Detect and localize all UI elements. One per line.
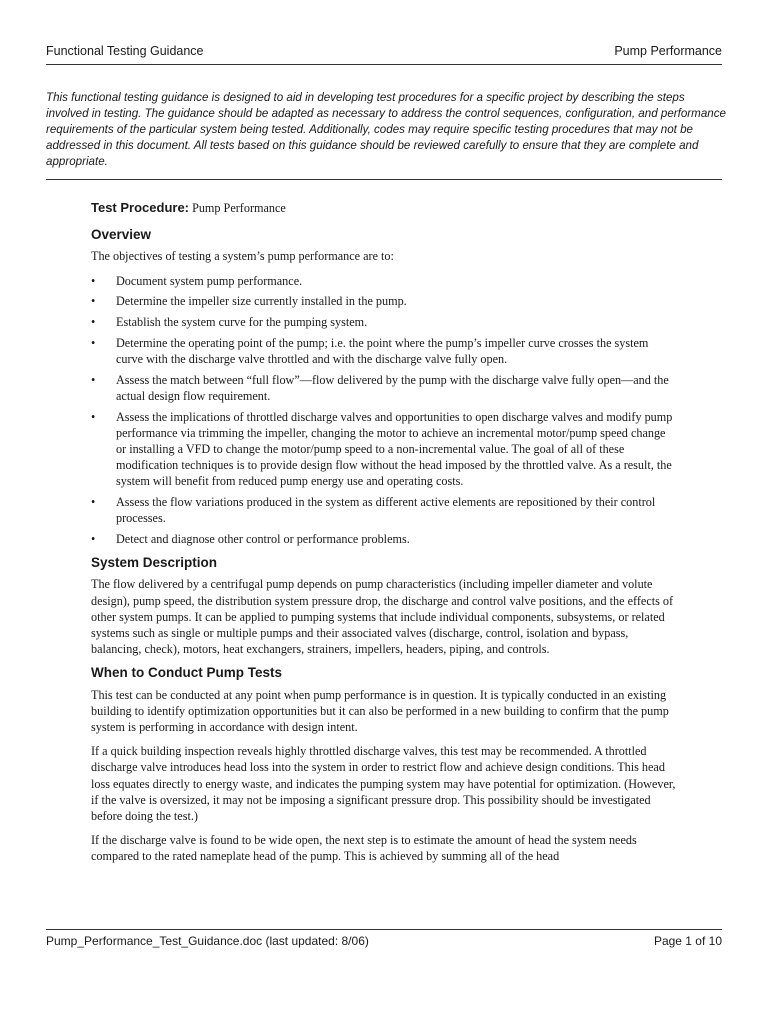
overview-intro: The objectives of testing a system’s pump performance are to: bbox=[91, 249, 394, 264]
header-left-text: Functional Testing Guidance bbox=[46, 44, 204, 58]
list-item: • Determine the impeller size currently installed in the pump. bbox=[91, 294, 407, 309]
footer-filename: Pump_Performance_Test_Guidance.doc (last updated: 8/06) bbox=[46, 934, 369, 948]
header-rule bbox=[46, 64, 722, 65]
page-header bbox=[46, 44, 722, 62]
list-item: • Detect and diagnose other control or performance problems. bbox=[91, 531, 410, 546]
main-content bbox=[91, 200, 677, 873]
when-to-conduct-paragraph: This test can be conducted at any point when pump performance is in question. It is typically conducted in an existing building to identify optimization opportunities but it can also be performed in a new building to confirm that the pump system is performing in accordance with design intent. bbox=[91, 687, 669, 734]
objectives-list bbox=[91, 273, 677, 548]
when-to-conduct-paragraph: If a quick building inspection reveals highly throttled discharge valves, this test may be recommended. A throttled discharge valve introduces head loss into the system in order to restrict flow and achieve design conditions. This head loss equates directly to energy waste, and indicates the pumping system may have potential for optimization. (However, if the valve is oversized, it may not be imposing a significant pressure drop. This possibility should be investigated before doing the test.) bbox=[91, 744, 676, 823]
list-item: • Assess the flow variations produced in the system as different active elements are repositioned by their control processes. bbox=[91, 495, 656, 526]
when-to-conduct-paragraph: If the discharge valve is found to be wide open, the next step is to estimate the amount of head the system needs compared to the rated nameplate head of the pump. This is achieved by summing all of the head bbox=[91, 833, 637, 864]
system-description-heading: System Description bbox=[91, 555, 218, 571]
disclaimer-rule bbox=[46, 179, 722, 180]
when-to-conduct-heading: When to Conduct Pump Tests bbox=[91, 665, 282, 681]
test-procedure-line bbox=[91, 200, 677, 216]
test-procedure-value: Pump Performance bbox=[192, 201, 286, 215]
overview-heading: Overview bbox=[91, 227, 152, 243]
test-procedure-label: Test Procedure: bbox=[91, 200, 190, 215]
system-description-text: The flow delivered by a centrifugal pump depends on pump characteristics (including impeller diameter and volute design), pump speed, the distribution system pressure drop, the discharge and control valve positions, and the effects of other system pumps. It can be applied to pumping systems that include individual components, subsystems, or related systems such as single or multiple pumps and their associated valves (discharge, control, isolation and bypass, balancing, check), motors, heat exchangers, strainers, impellers, headers, piping, and controls. bbox=[91, 577, 674, 657]
footer-page-number: Page 1 of 10 bbox=[653, 934, 722, 948]
footer-rule bbox=[46, 929, 722, 930]
disclaimer-text: This functional testing guidance is designed to aid in developing test procedures for a specific project by describing the steps involved in testing. The guidance should be adapted as necessary to address the control sequences, configuration, and performance requirements of the particular system being tested. Additionally, codes may require specific testing procedures that may not be addressed in this document. All tests based on this guidance should be reviewed carefully to ensure that they are complete and appropriate. bbox=[46, 91, 726, 168]
list-item: • Assess the match between “full flow”—flow delivered by the pump with the discharge valve fully open—and the actual design flow requirement. bbox=[91, 372, 669, 403]
list-item: • Document system pump performance. bbox=[91, 273, 303, 288]
list-item: • Assess the implications of throttled discharge valves and opportunities to open discharge valves and modify pump performance via trimming the impeller, changing the motor to achieve an incremental motor/pump speed change or installing a VFD to change the motor/pump speed to a non-incremental value. The goal of all of these modification techniques is to provide design flow without the head imposed by the throttled valve. As a result, the system will benefit from reduced pump energy use and operating costs. bbox=[91, 409, 673, 489]
list-item: • Establish the system curve for the pumping system. bbox=[91, 315, 368, 330]
list-item: • Determine the operating point of the pump; i.e. the point where the pump’s impeller curve crosses the system curve with the discharge valve throttled and with the discharge valve fully open. bbox=[91, 335, 649, 366]
header-right-text: Pump Performance bbox=[614, 44, 722, 58]
